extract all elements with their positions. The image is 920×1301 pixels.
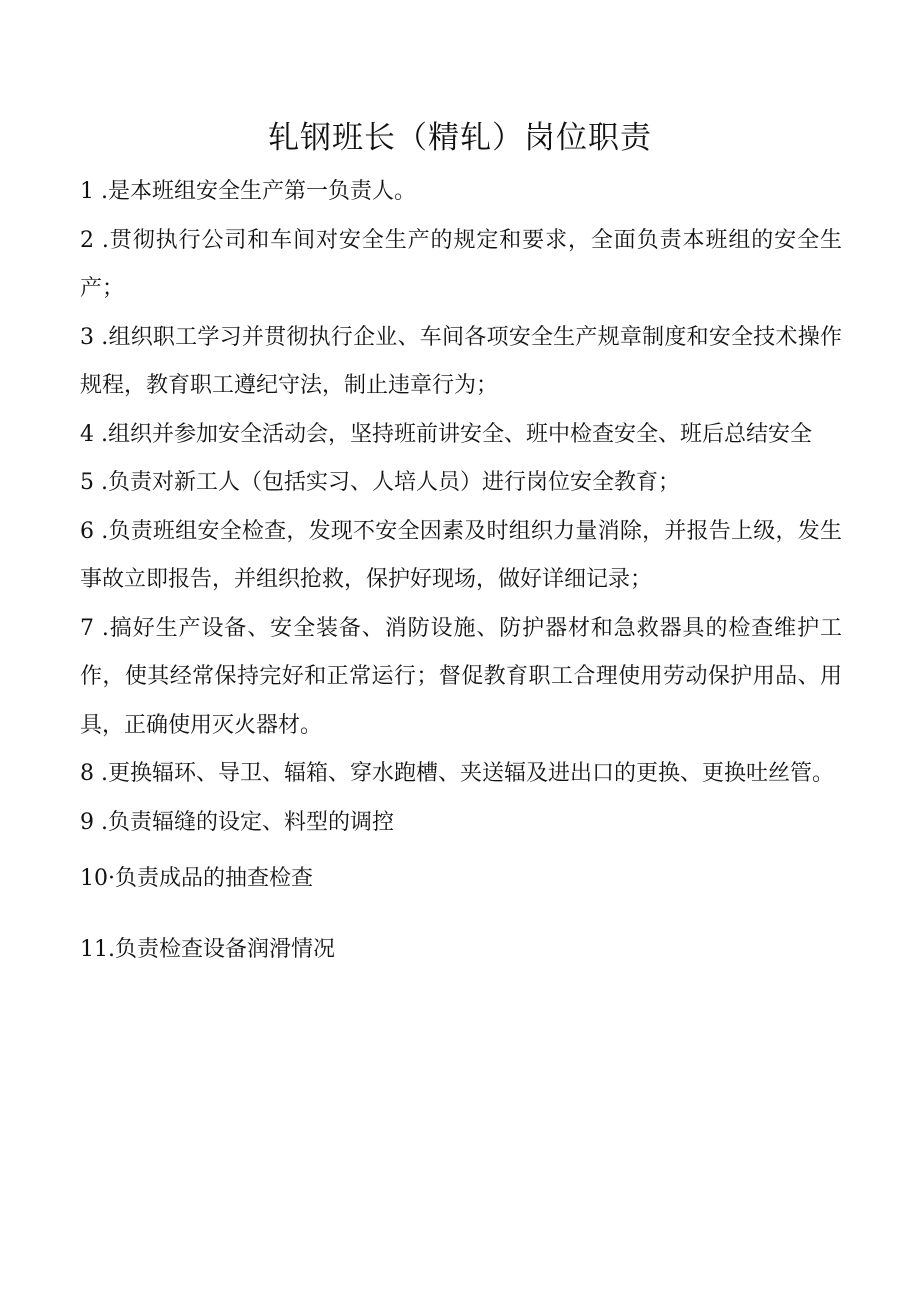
duty-item-6: 6 .负责班组安全检查，发现不安全因素及时组织力量消除，并报告上级，发生事故立即报告，并组织抢救，保护好现场，做好详细记录；: [80, 518, 842, 592]
duty-item-2: 2 .贯彻执行公司和车间对安全生产的规定和要求，全面负责本班组的安全生产；: [80, 227, 842, 301]
duty-item-3: 3 .组织职工学习并贯彻执行企业、车间各项安全生产规章制度和安全技术操作规程，教育职工遵纪守法，制止违章行为；: [80, 324, 842, 398]
duty-item-11: 11.负责检查设备润滑情况: [80, 936, 335, 962]
duty-item-8: 8 .更换辐环、导卫、辐箱、穿水跑槽、夹送辐及进出口的更换、更换吐丝管。: [80, 761, 834, 786]
duty-item-1: 1 .是本班组安全生产第一负责人。: [80, 179, 416, 204]
duty-item-9: 9 .负责辐缝的设定、料型的调控: [80, 809, 394, 835]
duty-item-5: 5 .负责对新工人（包括实习、人培人员）进行岗位安全教育；: [80, 470, 680, 495]
duty-item-10: 10·负责成品的抽查检查: [80, 866, 313, 891]
document-title: 轧钢班长（精轧）岗位职责: [268, 120, 652, 156]
duty-item-7: 7 .搞好生产设备、安全装备、消防设施、防护器材和急救器具的检查维护工作，使其经常保持完好和正常运行；督促教育职工合理使用劳动保护用品、用具，正确使用灭火器材。: [80, 615, 842, 738]
duty-list: [80, 168, 842, 974]
duty-item-4: 4 .组织并参加安全活动会，坚持班前讲安全、班中检查安全、班后总结安全: [80, 421, 812, 447]
